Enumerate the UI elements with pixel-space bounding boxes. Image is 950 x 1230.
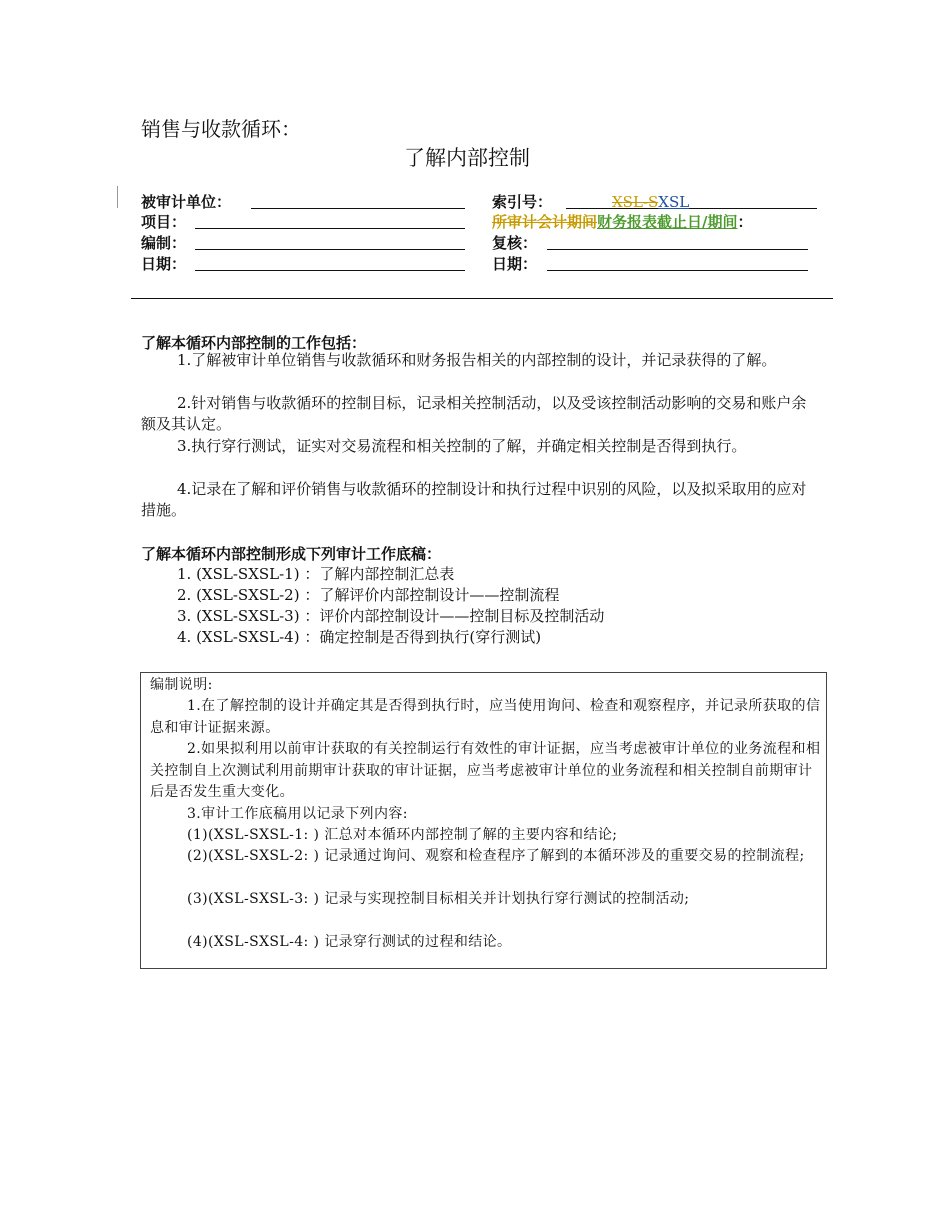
entity-label: 被审计单位： — [141, 193, 232, 211]
work-scope-item: 2.针对销售与收款循环的控制目标，记录相关控制活动，以及受该控制活动影响的交易和账户余额及其认定。 — [141, 394, 807, 433]
notes-title: 编制说明: — [150, 677, 213, 693]
period-field — [492, 212, 753, 232]
date-field-left — [141, 254, 186, 274]
notes-box — [140, 672, 827, 969]
work-scope-item: 4.记录在了解和评价销售与收款循环的控制设计和执行过程中识别的风险，以及拟采取用的应对措施。 — [141, 480, 807, 519]
notes-paragraph: 2.如果拟利用以前审计获取的有关控制运行有效性的审计证据，应当考虑被审计单位的业务流程和相关控制自上次测试利用前期审计获取的审计证据，应当考虑被审计单位的业务流程和相关控制自前期审计后是否发生重大变化。 — [150, 741, 821, 800]
workpaper-item: 2. (XSL-SXSL-2) ：了解评价内部控制设计——控制流程 — [177, 586, 560, 604]
index-value — [612, 192, 689, 212]
index-input-line[interactable] — [566, 192, 817, 209]
period-deleted-label: 所审计会计期间 — [492, 213, 598, 231]
project-input-line[interactable] — [195, 212, 465, 229]
project-field — [141, 212, 186, 232]
date-input-line-right[interactable] — [547, 254, 808, 271]
notes-subitem: (3)(XSL-SXSL-3: ) 记录与实现控制目标相关并计划执行穿行测试的控制活动; — [187, 891, 690, 907]
period-suffix: ： — [737, 213, 753, 231]
period-inserted-label: 财务报表截止日/期间 — [597, 213, 738, 231]
reviewer-field — [492, 233, 537, 253]
workpaper-item: 3. (XSL-SXSL-3) ：评价内部控制设计——控制目标及控制活动 — [177, 607, 605, 625]
date-label-left: 日期： — [141, 255, 187, 273]
notes-subitem: (4)(XSL-SXSL-4: ) 记录穿行测试的过程和结论。 — [187, 934, 512, 950]
revision-bar — [117, 186, 118, 208]
cycle-heading: 销售与收款循环： — [141, 117, 301, 141]
work-scope-item: 1.了解被审计单位销售与收款循环和财务报告相关的内部控制的设计，并记录获得的了解。 — [177, 351, 777, 369]
work-scope-item: 3.执行穿行测试，证实对交易流程和相关控制的了解，并确定相关控制是否得到执行。 — [177, 437, 747, 455]
entity-input-line[interactable] — [251, 192, 465, 209]
index-deleted-text: XSL-S — [612, 193, 659, 211]
workpapers-title: 了解本循环内部控制形成下列审计工作底稿： — [141, 545, 442, 563]
work-scope-title: 了解本循环内部控制的工作包括： — [141, 334, 367, 352]
index-inserted-text: XSL — [658, 193, 690, 211]
index-field — [492, 192, 552, 212]
workpaper-item: 4. (XSL-SXSL-4) ：确定控制是否得到执行(穿行测试) — [177, 628, 542, 646]
preparer-input-line[interactable] — [195, 233, 465, 250]
date-field-right — [492, 254, 537, 274]
workpaper-item: 1. (XSL-SXSL-1) ：了解内部控制汇总表 — [177, 565, 455, 583]
notes-subitem: (1)(XSL-SXSL-1: ) 汇总对本循环内部控制了解的主要内容和结论; — [187, 827, 618, 843]
preparer-field — [141, 233, 186, 253]
notes-subitem: (2)(XSL-SXSL-2: ) 记录通过询问、观察和检查程序了解到的本循环涉及的重要交易的控制流程; — [187, 848, 805, 864]
notes-paragraph: 3.审计工作底稿用以记录下列内容: — [187, 806, 408, 822]
project-label: 项目： — [141, 213, 187, 231]
page-title: 了解内部控制 — [404, 146, 530, 170]
date-input-line-left[interactable] — [195, 254, 465, 271]
index-label: 索引号： — [492, 193, 553, 211]
header-divider — [131, 298, 833, 299]
date-label-right: 日期： — [492, 255, 538, 273]
reviewer-label: 复核： — [492, 234, 538, 252]
notes-paragraph: 1.在了解控制的设计并确定其是否得到执行时，应当使用询问、检查和观察程序，并记录所获取的信息和审计证据来源。 — [150, 698, 821, 736]
entity-field — [141, 192, 231, 212]
reviewer-input-line[interactable] — [547, 233, 808, 250]
preparer-label: 编制： — [141, 234, 187, 252]
